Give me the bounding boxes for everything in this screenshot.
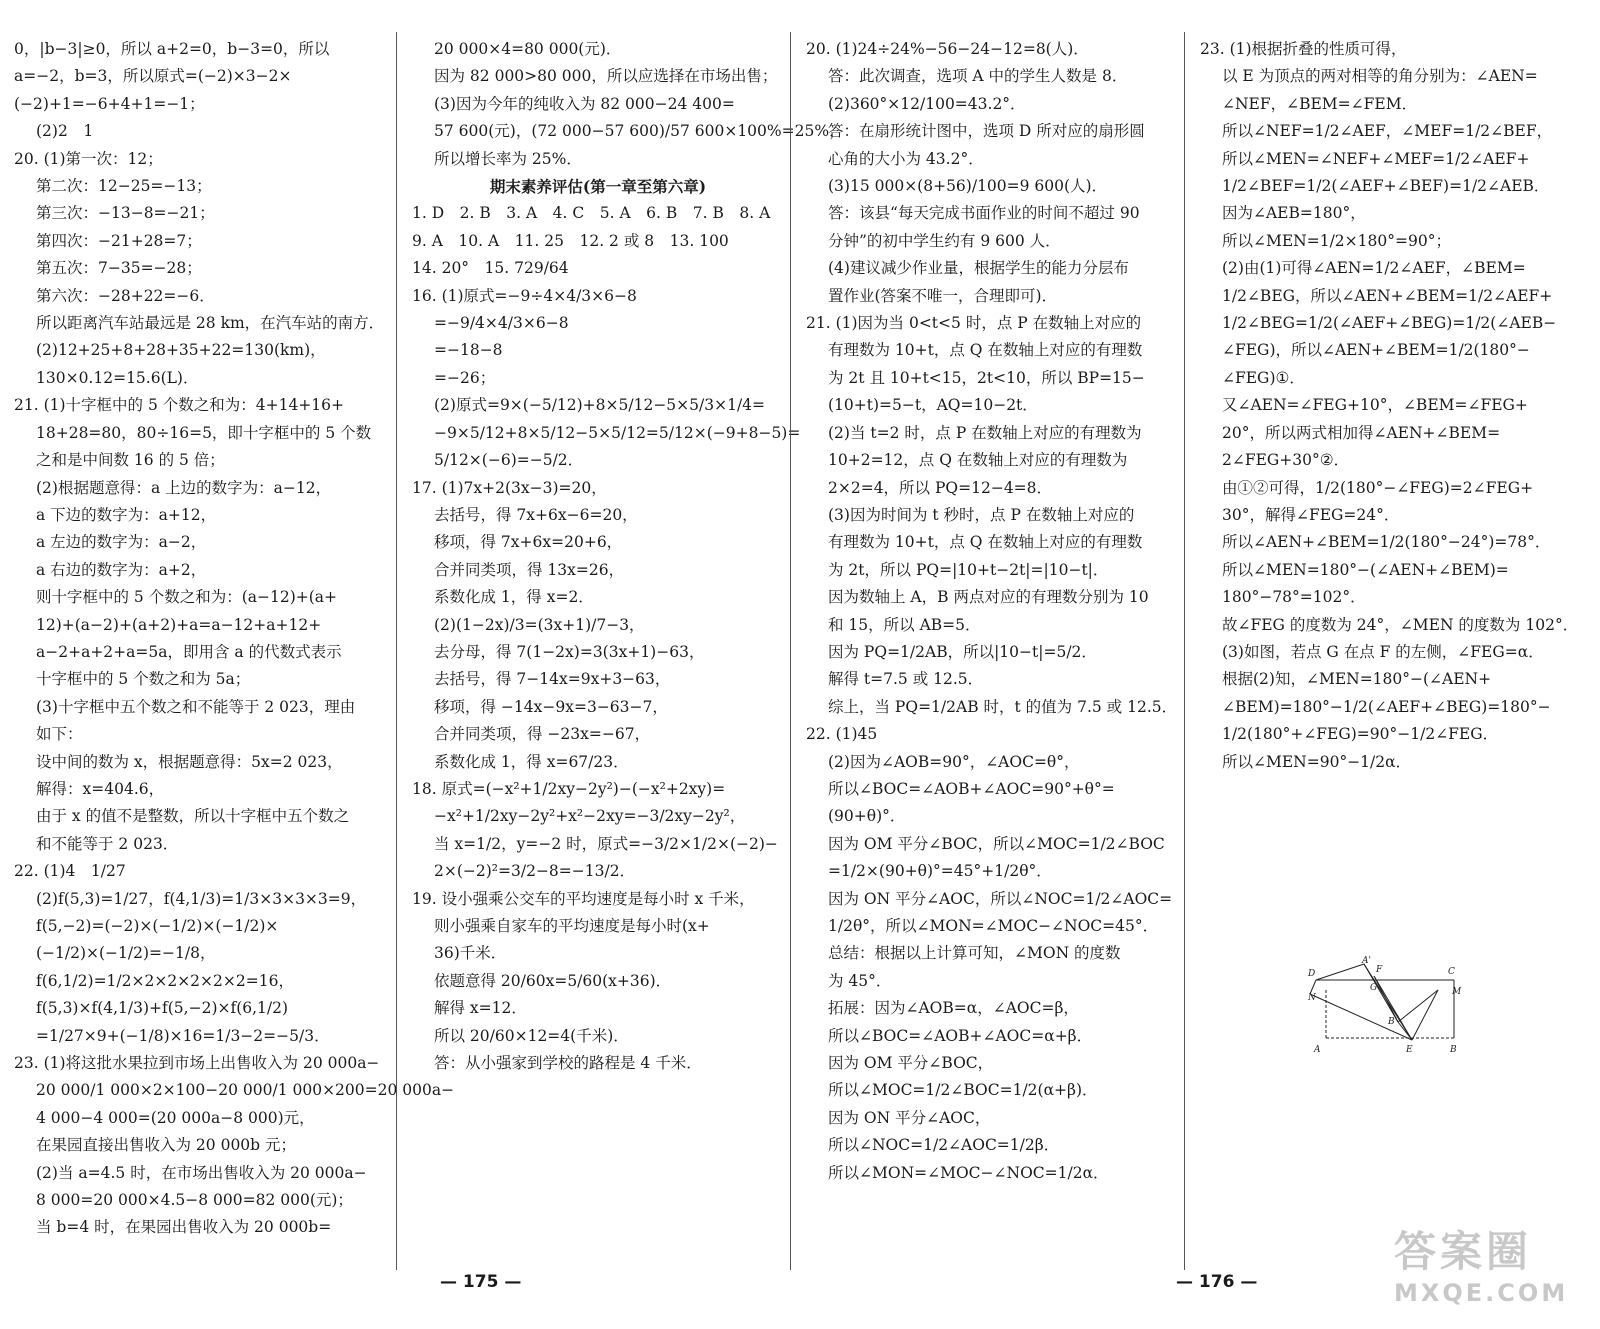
answer-line: 答：此次调查，选项 A 中的学生人数是 8． [828,67,1128,86]
answer-line: 1/2∠BEG，所以∠AEN+∠BEM=1/2∠AEF+ [1222,286,1553,305]
answer-line: 依题意得 20/60x=5/60(x+36)． [434,971,672,990]
answer-line: 1/2θ°，所以∠MON=∠MOC−∠NOC=45°． [828,917,1159,935]
answer-line: 为 45°． [828,971,892,990]
answer-line: (−1/2)×(−1/2)=−1/8， [36,944,216,963]
answer-line: 设中间的数为 x，根据题意得：5x=2 023， [36,752,343,771]
fig-label-F: F [1376,965,1383,975]
answer-line: a 下边的数字为：a+12， [36,505,217,524]
answer-line: 总结：根据以上计算可知，∠MON 的度数 [828,944,1121,963]
answer-line: 所以∠MOC=1/2∠BOC=1/2(α+β)． [828,1081,1098,1100]
answer-line: 第二次：12−25=−13； [36,177,212,196]
answer-line: 为 2t 且 10+t<15，2t<10，所以 BP=15− [828,368,1145,387]
answer-line: 21. (1)十字框中的 5 个数之和为：4+14+16+ [14,396,345,415]
answer-line: 置作业(答案不唯一，合理即可)． [828,286,1058,305]
answer-line: 所以∠MEN=1/2×180°=90°； [1222,231,1451,250]
answer-line: 30°，解得∠FEG=24°． [1222,505,1400,524]
answer-line: 由①②可得，1/2(180°−∠FEG)=2∠FEG+ [1222,478,1534,497]
answer-line: 解得 x=12． [434,999,527,1018]
answer-line: (2)f(5,3)=1/27，f(4,1/3)=1/3×3×3×3=9， [36,889,367,908]
answer-line: 当 x=1/2，y=−2 时，原式=−3/2×1/2×(−2)− [434,834,778,853]
answer-line: 所以∠MEN=90°−1/2α． [1222,752,1412,771]
answer-line: 分钟”的初中学生约有 9 600 人． [828,231,1061,250]
answer-line: 因为数轴上 A，B 两点对应的有理数分别为 10 [828,588,1149,607]
answer-line: 有理数为 10+t，点 Q 在数轴上对应的有理数 [828,533,1143,552]
watermark-logo-text: 答案圈 [1394,1227,1533,1276]
fig-label-N: N [1308,993,1316,1003]
answer-line: =1/27×9+(−1/8)×16=1/3−2=−5/3． [36,1026,330,1045]
answer-line: =−9/4×4/3×6−8 [434,314,569,333]
answer-line: (2)12+25+8+28+35+22=130(km)， [36,341,326,360]
answer-line: 23. (1)根据折叠的性质可得， [1200,40,1407,58]
answer-line: (3)十字框中五个数之和不能等于 2 023，理由 [36,697,356,716]
answer-line: 20. (1)24÷24%−56−24−12=8(人)． [806,40,1089,58]
answer-line: (2)(1−2x)/3=(3x+1)/7−3， [434,615,645,634]
answer-line: 当 b=4 时，在果园出售收入为 20 000b= [36,1218,332,1237]
answer-line: a−2+a+2+a=5a，即用含 a 的代数式表示 [36,642,342,661]
answer-line: 移项，得 7x+6x=20+6， [434,533,623,552]
fold-diagram [1308,956,1462,1060]
answer-line: 则十字框中的 5 个数之和为：(a−12)+(a+ [36,588,338,607]
answer-line: 4 000−4 000=(20 000a−8 000)元， [36,1108,315,1127]
fig-label-G: G [1370,983,1378,993]
answer-line: f(6,1/2)=1/2×2×2×2×2×2=16， [36,971,294,990]
answer-line: 8 000=20 000×4.5−8 000=82 000(元)； [36,1191,353,1210]
answer-line: a 左边的数字为：a−2， [36,533,207,552]
answer-line: ∠FEG)，所以∠AEN+∠BEM=1/2(180°− [1222,341,1530,360]
answer-line: 又∠AEN=∠FEG+10°，∠BEM=∠FEG+ [1222,396,1528,415]
answer-line: (2)根据题意得：a 上边的数字为：a−12， [36,478,332,497]
answer-line: (2)由(1)可得∠AEN=1/2∠AEF，∠BEM= [1222,259,1526,278]
answer-line: 1/2∠BEF=1/2(∠AEF+∠BEF)=1/2∠AEB． [1222,177,1550,196]
answer-line: 16. (1)原式=−9÷4×4/3×6−8 [412,286,637,305]
answer-line: 去分母，得 7(1−2x)=3(3x+1)−63， [434,642,705,661]
answer-line: 23. (1)将这批水果拉到市场上出售收入为 20 000a− [14,1054,380,1073]
answer-line: 第三次：−13−8=−21； [36,204,215,223]
answer-line: (3)15 000×(8+56)/100=9 600(人)． [828,177,1108,196]
answer-line: 解得：x=404.6， [36,779,165,798]
answer-line: (2)因为∠AOB=90°，∠AOC=θ°， [828,752,1080,771]
answer-line: 10+2=12，点 Q 在数轴上对应的有理数为 [828,451,1128,470]
answer-line: (90+θ)°． [828,807,906,826]
answer-line: (2)当 t=2 时，点 P 在数轴上对应的有理数为 [828,423,1142,442]
answer-line: 去括号，得 7x+6x−6=20， [434,505,638,524]
fig-label-C: C [1448,967,1455,977]
answer-line: 2×2=4，所以 PQ=12−4=8． [828,478,1053,497]
answer-line: 故∠FEG 的度数为 24°，∠MEN 的度数为 102°． [1222,615,1579,634]
answer-line: 因为 OM 平分∠BOC， [828,1054,994,1073]
answer-line: 因为 ON 平分∠AOC，所以∠NOC=1/2∠AOC= [828,889,1173,908]
answer-line: =1/2×(90+θ)°=45°+1/2θ°． [828,862,1052,881]
answer-line: 因为 ON 平分∠AOC， [828,1108,991,1127]
answer-line: 如下： [36,725,83,744]
answer-line: 18+28=80，80÷16=5，即十字框中的 5 个数 [36,423,372,442]
answer-line: 2×(−2)²=3/2−8=−13/2． [434,862,636,881]
answer-line: 所以∠NOC=1/2∠AOC=1/2β． [828,1136,1060,1155]
answer-line: 18. 原式=(−x²+1/2xy−2y²)−(−x²+2xy)= [412,779,726,798]
answer-line: 第五次：7−35=−28； [36,259,202,278]
fig-label-D: D [1308,969,1316,979]
fig-label-A-prime: A' [1362,956,1371,966]
answer-line: 所以∠BOC=∠AOB+∠AOC=90°+θ°= [828,779,1115,798]
answer-line: 因为 82 000>80 000，所以应选择在市场出售； [434,67,778,86]
answer-line: 由于 x 的值不是整数，所以十字框中五个数之 [36,807,350,826]
answer-line: 22. (1)45 [806,725,878,744]
answer-line: 所以距离汽车站最远是 28 km，在汽车站的南方． [36,314,385,333]
answer-line: 十字框中的 5 个数之和为 5a； [36,670,251,689]
answer-line: 移项，得 −14x−9x=3−63−7， [434,697,668,716]
answer-line: (3)如图，若点 G 在点 F 的左侧，∠FEG=α． [1222,642,1544,661]
answer-line: 22. (1)4 1/27 [14,862,126,881]
answer-line: 57 600(元)，(72 000−57 600)/57 600×100%=25%， [434,122,845,141]
answer-line: (−2)+1=−6+4+1=−1； [14,94,205,113]
answer-line: 36)千米． [434,944,507,963]
answer-line: ∠FEG)①． [1222,368,1305,387]
answer-line: 之和是中间数 16 的 5 倍； [36,451,225,470]
answer-line: 9. A 10. A 11. 25 12. 2 或 8 13. 100 [412,231,729,250]
answer-line: 为 2t，所以 PQ=|10+t−2t|=|10−t|． [828,560,1109,579]
section-heading: 期末素养评估(第一章至第六章) [489,177,707,197]
answer-line: 答：从小强家到学校的路程是 4 千米． [434,1054,702,1073]
answer-line: 第四次：−21+28=7； [36,231,202,250]
answer-line: 20°，所以两式相加得∠AEN+∠BEM= [1222,423,1501,442]
answer-line: 21. (1)因为当 0<t<5 时，点 P 在数轴上对应的 [806,314,1142,333]
answer-line: (3)因为今年的纯收入为 82 000−24 400= [434,94,735,113]
answer-line: (2)原式=9×(−5/12)+8×5/12−5×5/3×1/4= [434,396,766,415]
answer-line: 答：在扇形统计图中，选项 D 所对应的扇形圆 [828,122,1145,141]
answer-line: 因为 PQ=1/2AB，所以|10−t|=5/2． [828,642,1097,661]
answer-line: ∠BEM)=180°−1/2(∠AEF+∠BEG)=180°− [1222,697,1551,716]
answer-line: 合并同类项，得 −23x=−67， [434,725,651,744]
fig-label-A: A [1314,1045,1321,1055]
answer-line: (4)建议减少作业量，根据学生的能力分层布 [828,259,1129,278]
answer-line: 拓展：因为∠AOB=α，∠AOC=β， [828,999,1079,1018]
answer-line: 12)+(a−2)+(a+2)+a=a−12+a+12+ [36,615,322,634]
answer-column-3 [806,36,1178,1266]
fig-label-B-prime: B' [1388,1017,1398,1027]
page-number-175: — 175 — [440,1272,522,1292]
column-divider [396,32,397,1270]
answer-line: 130×0.12=15.6(L)． [36,368,199,387]
page-number-176: — 176 — [1176,1272,1258,1292]
answer-line: 解得 t=7.5 或 12.5． [828,670,984,689]
answer-line: =−26； [434,368,496,387]
answer-line: =−18−8 [434,341,503,360]
answer-line: f(5,3)×f(4,1/3)+f(5,−2)×f(6,1/2) [36,999,289,1018]
fig-label-E: E [1406,1045,1413,1055]
answer-line: 1/2∠BEG=1/2(∠AEF+∠BEG)=1/2(∠AEB− [1222,314,1557,333]
answer-line: 和不能等于 2 023． [36,834,179,853]
answer-line: 所以 20/60×12=4(千米)． [434,1026,629,1045]
answer-line: 答：该县“每天完成书面作业的时间不超过 90 [828,204,1140,223]
answer-line: 系数化成 1，得 x=2． [434,588,594,607]
answer-line: 在果园直接出售收入为 20 000b 元； [36,1136,297,1155]
answer-line: f(5,−2)=(−2)×(−1/2)×(−1/2)× [36,917,279,935]
answer-line: 180°−78°=102°． [1222,588,1366,607]
answer-line: 因为 OM 平分∠BOC，所以∠MOC=1/2∠BOC [828,834,1165,853]
answer-line: 所以∠NEF=1/2∠AEF，∠MEF=1/2∠BEF， [1222,122,1553,141]
column-divider [1184,32,1185,1270]
answer-line: 20 000×4=80 000(元)． [434,40,622,58]
answer-line: 所以∠MEN=180°−(∠AEN+∠BEM)= [1222,560,1509,579]
watermark [1394,1226,1590,1316]
answer-line: 因为∠AEB=180°， [1222,204,1366,223]
answer-line: 有理数为 10+t，点 Q 在数轴上对应的有理数 [828,341,1143,360]
answer-line: 和 15，所以 AB=5． [828,615,981,634]
answer-line: 根据(2)知，∠MEN=180°−(∠AEN+ [1222,670,1492,689]
answer-line: a=−2，b=3，所以原式=(−2)×3−2× [14,67,292,86]
answer-line: (2)2 1 [36,122,94,141]
answer-line: 系数化成 1，得 x=67/23． [434,752,629,771]
fig-label-M: M [1452,987,1462,997]
answer-line: 则小强乘自家车的平均速度是每小时(x+ [434,917,710,935]
answer-line: ∠NEF，∠BEM=∠FEM． [1222,94,1418,113]
answer-line: 合并同类项，得 13x=26， [434,560,625,579]
answer-line: 所以增长率为 25%． [434,149,582,168]
answer-line: 0，|b−3|≥0，所以 a+2=0，b−3=0，所以 [14,40,330,58]
answer-line: 19. 设小强乘公交车的平均速度是每小时 x 千米， [412,889,755,908]
answer-line: −x²+1/2xy−2y²+x²−2xy=−3/2xy−2y²， [434,807,746,826]
answer-line: 5/12×(−6)=−5/2． [434,451,584,470]
answer-line: 1/2(180°+∠FEG)=90°−1/2∠FEG． [1222,725,1499,744]
answer-line: 以 E 为顶点的两对相等的角分别为：∠AEN= [1222,67,1538,86]
answer-line: 所以∠AEN+∠BEM=1/2(180°−24°)=78°． [1222,533,1551,552]
answer-line: 17. (1)7x+2(3x−3)=20， [412,478,607,497]
answer-line: 2∠FEG+30°②． [1222,451,1350,470]
column-divider [790,32,791,1270]
answer-line: −9×5/12+8×5/12−5×5/12=5/12×(−9+8−5)= [434,423,801,442]
answer-line: 20 000/1 000×2×100−20 000/1 000×200=20 000a− [36,1081,455,1100]
answer-line: (2)360°×12/100=43.2°． [828,94,1026,113]
answer-line: 14. 20° 15. 729/64 [412,259,569,278]
answer-line: (10+t)=5−t，AQ=10−2t． [828,396,1038,415]
answer-line: 1. D 2. B 3. A 4. C 5. A 6. B 7. B 8. A [412,204,771,223]
answer-line: a 右边的数字为：a+2， [36,560,207,579]
fig-label-B: B [1450,1045,1457,1055]
answer-line: 心角的大小为 43.2°． [828,149,984,168]
answer-line: 去括号，得 7−14x=9x+3−63， [434,670,671,689]
answer-line: 所以∠MON=∠MOC−∠NOC=1/2α． [828,1163,1109,1182]
answer-line: (2)当 a=4.5 时，在市场出售收入为 20 000a− [36,1163,367,1182]
answer-column-1 [14,36,455,1266]
answer-line: 所以∠MEN=∠NEF+∠MEF=1/2∠AEF+ [1222,149,1530,168]
answer-line: 所以∠BOC=∠AOB+∠AOC=α+β． [828,1026,1093,1045]
answer-line: 第六次：−28+22=−6． [36,286,215,305]
answer-line: 综上，当 PQ=1/2AB 时，t 的值为 7.5 或 12.5． [828,697,1178,716]
answer-line: 20. (1)第一次：12； [14,149,163,168]
watermark-url: MXQE.COM [1394,1279,1569,1307]
answer-line: (3)因为时间为 t 秒时，点 P 在数轴上对应的 [828,505,1135,524]
answer-column-4 [1200,36,1579,1266]
